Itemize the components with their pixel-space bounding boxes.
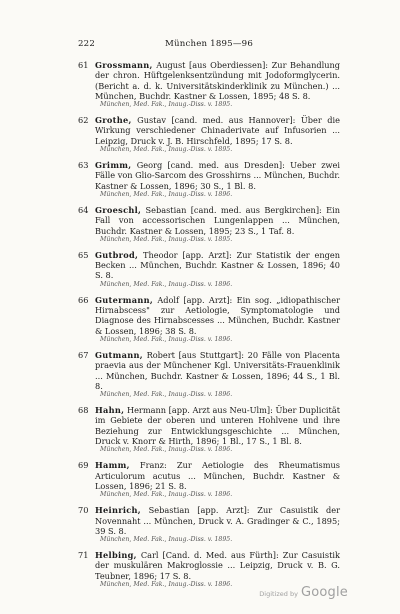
entry-number: 61 (78, 60, 89, 70)
entry-citation (95, 350, 340, 391)
entry-citation (95, 160, 340, 191)
list-item (78, 295, 340, 344)
entry-citation (95, 250, 340, 281)
faculty-note: München, Med. Fak., Inaug.-Diss. v. 1896. (100, 280, 233, 288)
list-item (78, 60, 340, 109)
list-item (78, 160, 340, 199)
entry-citation (95, 505, 340, 536)
entry-number: 65 (78, 249, 89, 260)
author-name: Hahn, (95, 405, 125, 416)
citation-text: Gustav [cand. med. aus Hannover]: Über die Wirkung verschiedener Chinaderivate auf Infusorien ... Leipzig, Druck v. J. B. Hirschfeld, 1895; 17 S. 8. (95, 115, 340, 146)
faculty-note: München, Med. Fak., Inaug.-Diss. v. 1896. (100, 580, 233, 588)
author-name: Helbing, (95, 550, 137, 561)
entry-number: 69 (78, 460, 89, 471)
list-item (78, 505, 340, 544)
entry-number: 63 (78, 160, 89, 171)
author-name: Gutermann, (95, 294, 153, 305)
citation-text: Sebastian [cand. med. aus Bergkirchen]: Ein Fall von accessorischen Lungenlappen ... München, Buchdr. Kastner & Lossen, 1895; 23 S., 1 Taf. 8. (95, 204, 340, 236)
citation-text: August [aus Oberdiessen]: Zur Behandlung der chron. Hüftgelenksentzündung mit Jodoformglycerin. (Bericht a. d. k. Universitätskinderklinik zu München.) ... München, Buchdr. Kastner & Lossen, 1895; 48 S. 8. (95, 60, 340, 101)
citation-text: Hermann [app. Arzt aus Neu-Ulm]: Über Duplicität im Gebiete der oberen und unteren Hohlvene und ihre Beziehung zur Entwicklungsgeschichte ... München, Druck v. Knorr & Hirth, 1896; 1 Bl., 17 S., 1 Bl. 8. (95, 405, 340, 447)
entry-number: 68 (78, 405, 89, 416)
entry-citation (95, 295, 340, 336)
citation-text: Georg [cand. med. aus Dresden]: Ueber zwei Fälle von Glio-Sarcom des Grosshirns ... München, Buchdr. Kastner & Lossen, 1896; 30 S., 1 Bl. 8. (95, 160, 340, 191)
faculty-note: München, Med. Fak., Inaug.-Diss. v. 1896. (100, 491, 233, 499)
running-title: München 1895—96 (165, 39, 253, 49)
author-name: Hamm, (95, 460, 130, 471)
entry-number: 66 (78, 294, 89, 305)
faculty-note: München, Med. Fak., Inaug.-Diss. v. 1895. (100, 146, 233, 154)
citation-text: Theodor [app. Arzt]: Zur Statistik der engen Becken ... München, Buchdr. Kastner & Lossen, 1896; 40 S. 8. (95, 249, 340, 281)
entry-citation (95, 460, 340, 491)
entry-number: 71 (78, 550, 89, 561)
entry-citation (95, 60, 340, 101)
list-item (78, 115, 340, 154)
entry-citation (95, 405, 340, 446)
author-name: Groeschl, (95, 204, 142, 215)
author-name: Grothe, (95, 115, 132, 126)
faculty-note: München, Med. Fak., Inaug.-Diss. v. 1895. (100, 536, 233, 544)
entry-citation (95, 115, 340, 146)
list-item (78, 460, 340, 499)
author-name: Gutmann, (95, 349, 143, 360)
entry-number: 64 (78, 204, 89, 215)
entry-number: 70 (78, 505, 89, 516)
faculty-note: München, Med. Fak., Inaug.-Diss. v. 1896. (100, 335, 233, 343)
citation-text: Robert [aus Stuttgart]: 20 Fälle von Placenta praevia aus der Münchener Kgl. Universitäts-Frauenklinik ... München, Buchdr. Kastner & Lossen, 1896; 44 S., 1 Bl. 8. (95, 349, 340, 391)
list-item (78, 250, 340, 289)
faculty-note: München, Med. Fak., Inaug.-Diss. v. 1895. (100, 235, 233, 243)
faculty-note: München, Med. Fak., Inaug.-Diss. v. 1895. (100, 101, 233, 109)
entry-citation (95, 205, 340, 236)
faculty-note: München, Med. Fak., Inaug.-Diss. v. 1896. (100, 446, 233, 454)
digitized-by-label: Digitized by (259, 590, 298, 598)
citation-text: Carl [Cand. d. Med. aus Fürth]: Zur Casuistik der muskulären Makroglossie ... Leipzig, Druck v. B. G. Teubner, 1896; 17 S. 8. (95, 550, 340, 581)
list-item (78, 205, 340, 244)
digitization-watermark (259, 585, 348, 600)
page-number: 222 (78, 39, 96, 49)
faculty-note: München, Med. Fak., Inaug.-Diss. v. 1896. (100, 190, 233, 198)
entry-number: 67 (78, 349, 89, 360)
author-name: Grossmann, (95, 60, 153, 70)
author-name: Gutbrod, (95, 249, 139, 260)
list-item (78, 350, 340, 399)
citation-text: Sebastian [app. Arzt]: Zur Casuistik der Novennaht ... München, Druck v. A. Gradinger & C., 1895; 39 S. 8. (95, 505, 340, 536)
list-item (78, 550, 340, 589)
dissertation-list (78, 60, 340, 595)
list-item (78, 405, 340, 454)
citation-text: Franz: Zur Aetiologie des Rheumatismus Articulorum acutus ... München, Buchdr. Kastner & Lossen, 1896; 21 S. 8. (95, 460, 340, 491)
entry-citation (95, 550, 340, 581)
google-logo: Google (300, 585, 348, 600)
author-name: Heinrich, (95, 505, 141, 516)
citation-text: Adolf [app. Arzt]: Ein sog. „idiopathischer Hirnabscess" zur Aetiologie, Symptomatologie und Diagnose des Hirnabscesses ... München, Buchdr. Kastner & Lossen, 1896; 38 S. 8. (95, 294, 340, 336)
author-name: Grimm, (95, 160, 132, 171)
entry-number: 62 (78, 115, 89, 126)
faculty-note: München, Med. Fak., Inaug.-Diss. v. 1896. (100, 391, 233, 399)
